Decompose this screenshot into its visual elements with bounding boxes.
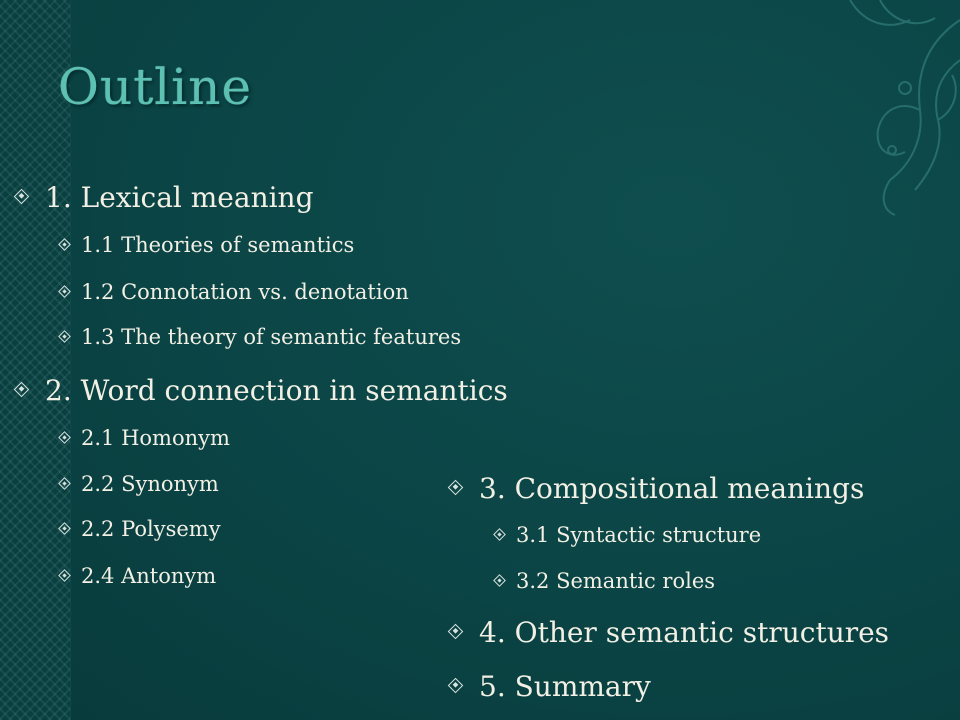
diamond-bullet-icon (14, 189, 30, 205)
diamond-bullet-icon (58, 238, 71, 251)
outline-item-2-4-label: 2.4 Antonym (81, 564, 217, 588)
floral-ornament-icon (820, 0, 960, 220)
slide-title: Outline (58, 58, 253, 116)
outline-item-2-3 (60, 519, 221, 540)
outline-item-1-3 (60, 327, 461, 348)
outline-item-2-label: 2. Word connection in semantics (45, 374, 508, 407)
outline-item-2-2 (60, 474, 219, 495)
outline-item-5 (450, 670, 651, 703)
outline-item-1-2 (60, 282, 409, 303)
diamond-bullet-icon (493, 528, 506, 541)
diamond-bullet-icon (58, 477, 71, 490)
outline-item-1-2-label: 1.2 Connotation vs. denotation (81, 280, 409, 304)
outline-item-2-1-label: 2.1 Homonym (81, 426, 230, 450)
outline-item-5-label: 5. Summary (479, 670, 651, 703)
outline-item-2-2-label: 2.2 Synonym (81, 472, 219, 496)
diamond-bullet-icon (58, 431, 71, 444)
diamond-bullet-icon (493, 574, 506, 587)
outline-item-3-label: 3. Compositional meanings (479, 472, 865, 505)
outline-item-1-label: 1. Lexical meaning (45, 181, 314, 214)
diamond-bullet-icon (448, 678, 464, 694)
outline-item-1 (16, 181, 314, 214)
diamond-bullet-icon (448, 480, 464, 496)
outline-item-3-2 (495, 571, 715, 592)
diamond-bullet-icon (448, 624, 464, 640)
outline-item-2-4 (60, 566, 216, 587)
outline-item-2 (16, 374, 508, 407)
outline-item-3-1 (495, 525, 761, 546)
outline-item-1-1-label: 1.1 Theories of semantics (81, 233, 355, 257)
diamond-bullet-icon (58, 569, 71, 582)
outline-item-1-1 (60, 235, 354, 256)
outline-item-3 (450, 472, 865, 505)
diamond-bullet-icon (58, 330, 71, 343)
outline-item-4-label: 4. Other semantic structures (479, 616, 890, 649)
outline-item-3-2-label: 3.2 Semantic roles (516, 569, 716, 593)
outline-item-4 (450, 616, 890, 649)
diamond-bullet-icon (58, 285, 71, 298)
outline-item-2-1 (60, 428, 230, 449)
diamond-bullet-icon (14, 382, 30, 398)
outline-item-1-3-label: 1.3 The theory of semantic features (81, 325, 462, 349)
outline-item-2-3-label: 2.2 Polysemy (81, 517, 221, 541)
outline-item-3-1-label: 3.1 Syntactic structure (516, 523, 762, 547)
diamond-bullet-icon (58, 522, 71, 535)
